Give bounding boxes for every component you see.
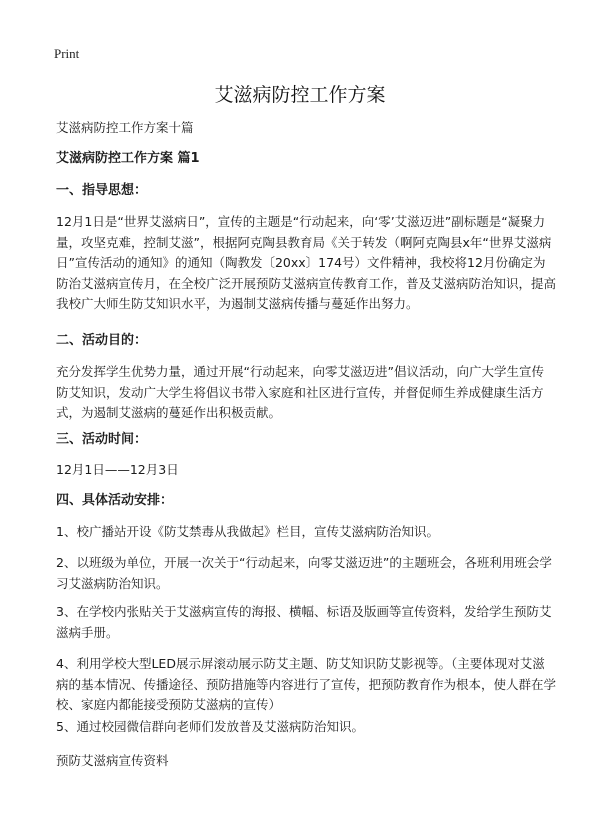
section-paragraph-activity-purpose: 充分发挥学生优势力量，通过开展“行动起来，向零艾滋迈进”倡议活动，向广大学生宣传防艾知识，发动广大学生将倡议书带入家庭和社区进行宣传，并督促师生养成健康生活方式，为遏制艾滋病的蔓延作出积极贡献。 xyxy=(56,364,544,420)
arrangement-item-1: 1、校广播站开设《防艾禁毒从我做起》栏目，宣传艾滋病防治知识。 xyxy=(56,524,439,539)
arrangement-item-4: 4、利用学校大型LED展示屏滚动展示防艾主题、防艾知识防艾影视等。（主要体现对艾滋病的基本情况、传播途径、预防措施等内容进行了宣传，把预防教育作为根本，使人群在学校、家庭内都能接受预防艾滋病的宣传） xyxy=(56,656,557,712)
section-heading-activity-purpose: 二、活动目的： xyxy=(56,333,148,348)
section-paragraph-activity-time: 12月1日——12月3日 xyxy=(56,462,179,477)
section-heading-activity-arrangement: 四、具体活动安排： xyxy=(56,493,174,508)
footer-text: 预防艾滋病宣传资料 xyxy=(56,753,169,768)
arrangement-item-2: 2、以班级为单位，开展一次关于“行动起来，向零艾滋迈进”的主题班会，各班利用班会学习艾滋病防治知识。 xyxy=(56,555,552,591)
arrangement-item-3: 3、在学校内张贴关于艾滋病宣传的海报、横幅、标语及版画等宣传资料，发给学生预防艾滋病手册。 xyxy=(56,604,552,640)
section-heading-guiding-ideology: 一、指导思想： xyxy=(56,183,148,198)
section-heading-activity-time: 三、活动时间： xyxy=(56,432,148,447)
print-label[interactable]: Print xyxy=(54,46,80,61)
part-heading: 艾滋病防控工作方案 篇1 xyxy=(56,151,200,166)
section-paragraph-guiding-ideology: 12月1日是“世界艾滋病日”，宣传的主题是“行动起来，向‘零’艾滋迈进”副标题是“凝聚力量，攻坚克难，控制艾滋”，根据阿克陶县教育局《关于转发（啊阿克陶县x年“世界艾滋病日”宣传活动的通知》的通知（陶教发〔20xx〕174号）文件精神，我校将12月份确定为防治艾滋病宣传月，在全校广泛开展预防艾滋病宣传教育工作，普及艾滋病防治知识，提高我校广大师生防艾知识水平，为遏制艾滋病传播与蔓延作出努力。 xyxy=(56,214,557,311)
document-title: 艾滋病防控工作方案 xyxy=(214,84,386,106)
arrangement-item-5: 5、通过校园微信群向老师们发放普及艾滋病防治知识。 xyxy=(56,719,364,734)
document-subtitle: 艾滋病防控工作方案十篇 xyxy=(56,120,194,135)
